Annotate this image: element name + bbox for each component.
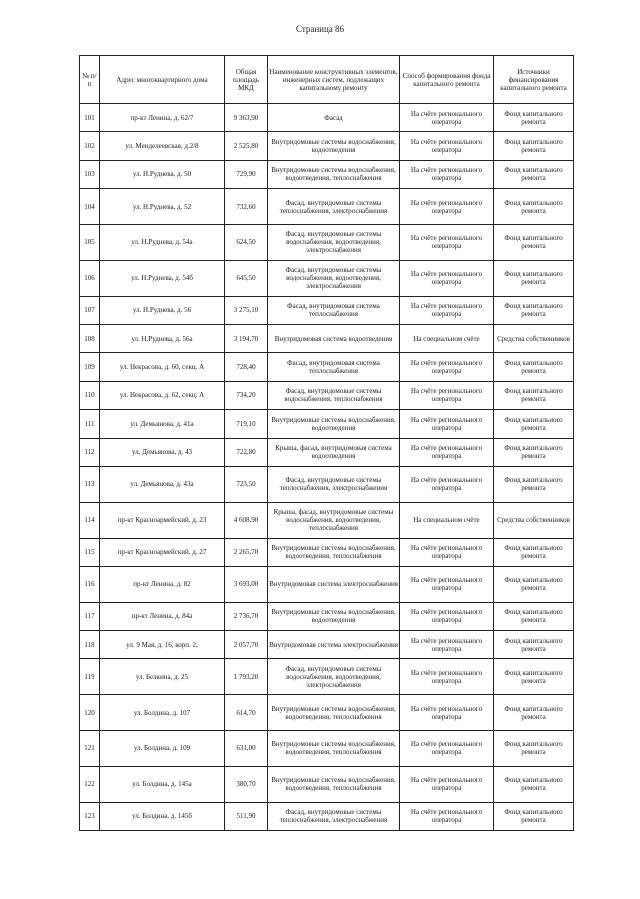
- row-elements: Фасад, внутридомовые системы теплоснабжения, электроснабжения: [268, 466, 400, 502]
- header-area: Общая площадь МКД: [225, 56, 268, 104]
- row-funding-source: Фонд капитального ремонта: [494, 766, 574, 802]
- row-number: 117: [80, 602, 100, 630]
- row-area: 631,00: [225, 731, 268, 767]
- row-fund-method: На счёте регионального оператора: [400, 731, 494, 767]
- row-address: ул. Демьянова, д. 43а: [100, 466, 225, 502]
- row-area: 2 265,70: [225, 538, 268, 566]
- table-row: [80, 631, 574, 659]
- row-fund-method: На счёте регионального оператора: [400, 224, 494, 260]
- row-funding-source: Фонд капитального ремонта: [494, 602, 574, 630]
- table-row: [80, 324, 574, 352]
- row-address: ул. Болдина, д. 107: [100, 695, 225, 731]
- row-fund-method: На счёте регионального оператора: [400, 189, 494, 225]
- row-funding-source: Фонд капитального ремонта: [494, 189, 574, 225]
- row-elements: Внутридомовые системы водоснабжения, водоотведения: [268, 410, 400, 438]
- table-row: [80, 189, 574, 225]
- row-number: 112: [80, 438, 100, 466]
- table-row: [80, 381, 574, 409]
- table-row: [80, 731, 574, 767]
- row-address: ул. 9 Мая, д. 16, корп. 2,: [100, 631, 225, 659]
- row-elements: Крыша, фасад, внутридомовая система водоотведения: [268, 438, 400, 466]
- row-fund-method: На счёте регионального оператора: [400, 631, 494, 659]
- row-address: ул. Болдина, д. 145а: [100, 766, 225, 802]
- row-fund-method: На счёте регионального оператора: [400, 260, 494, 296]
- row-area: 732,60: [225, 189, 268, 225]
- row-fund-method: На счёте регионального оператора: [400, 602, 494, 630]
- row-funding-source: Фонд капитального ремонта: [494, 631, 574, 659]
- row-fund-method: На специальном счёте: [400, 324, 494, 352]
- row-number: 123: [80, 802, 100, 830]
- row-fund-method: На счёте регионального оператора: [400, 132, 494, 160]
- row-address: ул. Болдина, д. 109: [100, 731, 225, 767]
- row-address: ул. Болдина, д. 145б: [100, 802, 225, 830]
- row-number: 121: [80, 731, 100, 767]
- row-address: ул. Некрасова, д. 60, секц. А: [100, 353, 225, 381]
- row-funding-source: Фонд капитального ремонта: [494, 353, 574, 381]
- row-area: 645,50: [225, 260, 268, 296]
- table-row: [80, 438, 574, 466]
- row-funding-source: Фонд капитального ремонта: [494, 410, 574, 438]
- row-funding-source: Фонд капитального ремонта: [494, 566, 574, 602]
- row-number: 110: [80, 381, 100, 409]
- row-fund-method: На счёте регионального оператора: [400, 538, 494, 566]
- row-elements: Внутридомовая система электроснабжения: [268, 631, 400, 659]
- page-title: Страница 86: [295, 24, 345, 34]
- header-elements: Наименование конструктивных элементов, инженерных систем, подлежащих капитальному ремонту: [268, 56, 400, 104]
- row-number: 104: [80, 189, 100, 225]
- row-fund-method: На счёте регионального оператора: [400, 695, 494, 731]
- row-elements: Внутридомовые системы водоснабжения, водоотведения, теплоснабжения: [268, 160, 400, 188]
- row-funding-source: Фонд капитального ремонта: [494, 224, 574, 260]
- table-row: [80, 160, 574, 188]
- row-address: пр-кт Ленина, д. 82: [100, 566, 225, 602]
- header-number: № п/п: [80, 56, 100, 104]
- row-fund-method: На счёте регионального оператора: [400, 438, 494, 466]
- row-address: ул. Н.Руднева, д. 54а: [100, 224, 225, 260]
- row-area: 380,70: [225, 766, 268, 802]
- table-row: [80, 104, 574, 132]
- row-area: 9 363,90: [225, 104, 268, 132]
- row-elements: Внутридомовые системы водоснабжения, водоотведения: [268, 132, 400, 160]
- row-funding-source: Фонд капитального ремонта: [494, 659, 574, 695]
- row-elements: Фасад, внутридомовые системы водоснабжения, водоотведения, электроснабжения: [268, 224, 400, 260]
- row-funding-source: Фонд капитального ремонта: [494, 538, 574, 566]
- row-fund-method: На счёте регионального оператора: [400, 802, 494, 830]
- row-address: пр-кт Ленина, д. 84а: [100, 602, 225, 630]
- row-elements: Внутридомовые системы водоснабжения, водоотведения: [268, 602, 400, 630]
- row-fund-method: На специальном счёте: [400, 502, 494, 538]
- table-row: [80, 353, 574, 381]
- row-address: ул. Н.Руднева, д. 56: [100, 296, 225, 324]
- row-address: пр-кт Красноармейский, д. 23: [100, 502, 225, 538]
- row-number: 122: [80, 766, 100, 802]
- table-row: [80, 538, 574, 566]
- row-elements: Внутридомовые системы водоснабжения, водоотведения, теплоснабжения: [268, 731, 400, 767]
- row-area: 624,50: [225, 224, 268, 260]
- row-area: 3 693,00: [225, 566, 268, 602]
- row-elements: Внутридомовая система водоотведения: [268, 324, 400, 352]
- row-area: 729,90: [225, 160, 268, 188]
- header-fund-method: Способ формирования фонда капитального ремонта: [400, 56, 494, 104]
- table-row: [80, 260, 574, 296]
- row-elements: Внутридомовые системы водоснабжения, водоотведения, теплоснабжения: [268, 695, 400, 731]
- row-elements: Фасад, внутридомовые системы теплоснабжения, электроснабжения: [268, 189, 400, 225]
- row-funding-source: Фонд капитального ремонта: [494, 160, 574, 188]
- row-elements: Фасад, внутридомовая система теплоснабжения: [268, 296, 400, 324]
- row-elements: Фасад, внутридомовая система теплоснабжения: [268, 353, 400, 381]
- row-elements: Фасад, внутридомовые системы теплоснабжения, электроснабжения: [268, 802, 400, 830]
- row-elements: Фасад, внутридомовые системы водоснабжения, водоотведения, электроснабжения: [268, 659, 400, 695]
- table-body: [80, 104, 574, 831]
- table-row: [80, 766, 574, 802]
- row-number: 108: [80, 324, 100, 352]
- row-funding-source: Средства собственников: [494, 324, 574, 352]
- row-elements: Внутридомовая система электроснабжения: [268, 566, 400, 602]
- row-number: 113: [80, 466, 100, 502]
- row-fund-method: На счёте регионального оператора: [400, 381, 494, 409]
- row-area: 734,20: [225, 381, 268, 409]
- row-funding-source: Фонд капитального ремонта: [494, 132, 574, 160]
- row-number: 103: [80, 160, 100, 188]
- table-row: [80, 466, 574, 502]
- row-area: 4 608,90: [225, 502, 268, 538]
- row-area: 2 057,70: [225, 631, 268, 659]
- row-area: 2 525,80: [225, 132, 268, 160]
- row-address: ул. Менделеевская, д.2/8: [100, 132, 225, 160]
- row-address: ул. Н.Руднева, д. 54б: [100, 260, 225, 296]
- row-elements: Фасад, внутридомовые системы водоснабжения, теплоснабжения: [268, 381, 400, 409]
- row-funding-source: Фонд капитального ремонта: [494, 466, 574, 502]
- table-row: [80, 802, 574, 830]
- row-number: 116: [80, 566, 100, 602]
- row-fund-method: На счёте регионального оператора: [400, 160, 494, 188]
- row-elements: Фасад: [268, 104, 400, 132]
- table-row: [80, 410, 574, 438]
- row-number: 111: [80, 410, 100, 438]
- table-row: [80, 132, 574, 160]
- row-funding-source: Фонд капитального ремонта: [494, 260, 574, 296]
- row-number: 109: [80, 353, 100, 381]
- repair-program-table: [79, 55, 574, 831]
- row-funding-source: Фонд капитального ремонта: [494, 695, 574, 731]
- table-row: [80, 224, 574, 260]
- row-number: 120: [80, 695, 100, 731]
- row-area: 2 736,70: [225, 602, 268, 630]
- row-funding-source: Фонд капитального ремонта: [494, 296, 574, 324]
- row-funding-source: Фонд капитального ремонта: [494, 438, 574, 466]
- row-area: 511,90: [225, 802, 268, 830]
- row-address: пр-кт Ленина, д. 62/7: [100, 104, 225, 132]
- table-row: [80, 502, 574, 538]
- row-fund-method: На счёте регионального оператора: [400, 566, 494, 602]
- table-header-row: [80, 56, 574, 104]
- row-address: ул. Белкина, д. 25: [100, 659, 225, 695]
- row-fund-method: На счёте регионального оператора: [400, 659, 494, 695]
- row-area: 722,80: [225, 438, 268, 466]
- row-funding-source: Средства собственников: [494, 502, 574, 538]
- row-fund-method: На счёте регионального оператора: [400, 104, 494, 132]
- row-area: 723,50: [225, 466, 268, 502]
- table-row: [80, 566, 574, 602]
- row-address: ул. Н.Руднева, д. 56а: [100, 324, 225, 352]
- row-fund-method: На счёте регионального оператора: [400, 466, 494, 502]
- table-row: [80, 695, 574, 731]
- row-elements: Фасад, внутридомовые системы водоснабжения, водоотведения, электроснабжения: [268, 260, 400, 296]
- row-number: 107: [80, 296, 100, 324]
- table-row: [80, 296, 574, 324]
- row-number: 101: [80, 104, 100, 132]
- header-address: Адрес многоквартирного дома: [100, 56, 225, 104]
- row-area: 614,70: [225, 695, 268, 731]
- row-fund-method: На счёте регионального оператора: [400, 353, 494, 381]
- row-elements: Внутридомовые системы водоснабжения, водоотведения, теплоснабжения: [268, 766, 400, 802]
- row-fund-method: На счёте регионального оператора: [400, 766, 494, 802]
- row-number: 105: [80, 224, 100, 260]
- row-address: ул. Некрасова, д. 62, секц. А: [100, 381, 225, 409]
- row-number: 115: [80, 538, 100, 566]
- row-number: 119: [80, 659, 100, 695]
- row-address: ул. Н.Руднева, д. 50: [100, 160, 225, 188]
- row-address: ул. Демьянова, д. 43: [100, 438, 225, 466]
- row-area: 1 793,20: [225, 659, 268, 695]
- row-area: 3 194,70: [225, 324, 268, 352]
- row-number: 114: [80, 502, 100, 538]
- row-area: 719,10: [225, 410, 268, 438]
- row-funding-source: Фонд капитального ремонта: [494, 802, 574, 830]
- row-number: 102: [80, 132, 100, 160]
- table-row: [80, 659, 574, 695]
- row-funding-source: Фонд капитального ремонта: [494, 731, 574, 767]
- header-funding-source: Источники финансирования капитального ремонта: [494, 56, 574, 104]
- row-area: 3 275,10: [225, 296, 268, 324]
- row-funding-source: Фонд капитального ремонта: [494, 381, 574, 409]
- row-area: 728,40: [225, 353, 268, 381]
- row-fund-method: На счёте регионального оператора: [400, 296, 494, 324]
- row-fund-method: На счёте регионального оператора: [400, 410, 494, 438]
- row-elements: Внутридомовые системы водоснабжения, водоотведения, теплоснабжения: [268, 538, 400, 566]
- row-funding-source: Фонд капитального ремонта: [494, 104, 574, 132]
- row-address: ул. Демьянова, д. 41а: [100, 410, 225, 438]
- row-elements: Крыша, фасад, внутридомовые системы водоснабжения, водоотведения, теплоснабжения: [268, 502, 400, 538]
- row-number: 118: [80, 631, 100, 659]
- row-address: ул. Н.Руднева, д. 52: [100, 189, 225, 225]
- row-address: пр-кт Красноармейский, д. 27: [100, 538, 225, 566]
- table-row: [80, 602, 574, 630]
- row-number: 106: [80, 260, 100, 296]
